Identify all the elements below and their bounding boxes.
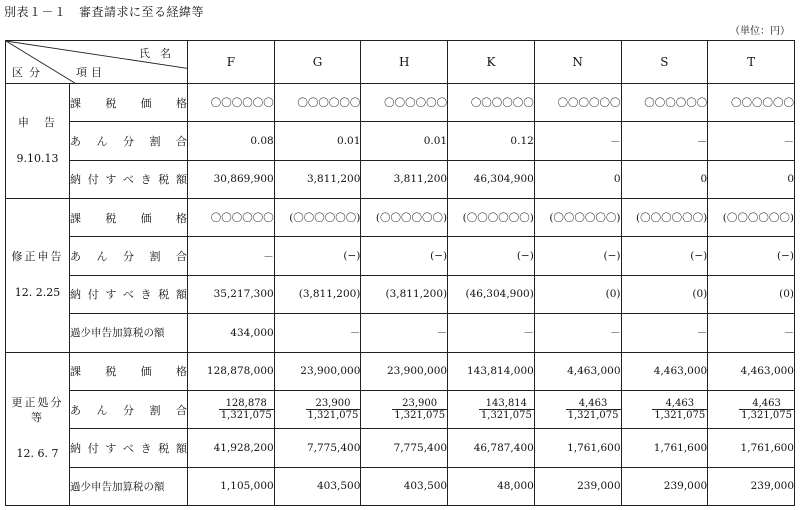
value-cell: 〇〇〇〇〇〇 <box>448 84 535 122</box>
value-cell <box>361 390 448 428</box>
item-label: 過少申告加算税の額 <box>70 327 165 340</box>
value-cell: (3,811,200) <box>274 275 361 313</box>
value-cell: 〇〇〇〇〇〇 <box>621 84 708 122</box>
item-label: 納付すべき税額 <box>70 288 187 302</box>
section-date: 12. 6. 7 <box>16 446 59 460</box>
table-row <box>6 352 795 390</box>
table-row <box>6 390 795 428</box>
value-cell: 143,814,000 <box>448 352 535 390</box>
item-label-cell <box>70 199 188 237</box>
item-label: 過少申告加算税の額 <box>70 480 165 493</box>
header-kubun-label: 区分 <box>12 66 46 79</box>
table-row <box>6 160 795 198</box>
value-cell: 〇〇〇〇〇〇 <box>188 199 275 237</box>
fraction-numerator: 143,814 <box>479 398 534 410</box>
value-cell: (−) <box>448 237 535 275</box>
value-cell: － <box>621 122 708 160</box>
value-cell: (〇〇〇〇〇〇) <box>621 199 708 237</box>
section-label: 更正処分等 <box>11 396 64 424</box>
value-cell: 1,761,600 <box>534 429 621 467</box>
value-cell: － <box>188 237 275 275</box>
person-header: F <box>188 41 275 84</box>
fraction-numerator: 4,463 <box>566 398 621 410</box>
fraction <box>392 398 447 421</box>
value-cell: 0 <box>534 160 621 198</box>
value-cell: 7,775,400 <box>361 429 448 467</box>
value-cell: 403,500 <box>274 467 361 505</box>
item-label: 課税価格 <box>70 211 187 225</box>
item-label: 課税価格 <box>70 365 187 379</box>
value-cell: (−) <box>274 237 361 275</box>
value-cell: 0.08 <box>188 122 275 160</box>
value-cell: － <box>534 122 621 160</box>
value-cell: 0 <box>708 160 795 198</box>
value-cell: 23,900,000 <box>361 352 448 390</box>
fraction <box>219 398 274 421</box>
value-cell: (〇〇〇〇〇〇) <box>448 199 535 237</box>
value-cell: 35,217,300 <box>188 275 275 313</box>
unit-note: （単位：円） <box>730 26 790 37</box>
value-cell: 128,878,000 <box>188 352 275 390</box>
value-cell: (−) <box>534 237 621 275</box>
table-row <box>6 84 795 122</box>
value-cell: (0) <box>708 275 795 313</box>
value-cell: 434,000 <box>188 314 275 352</box>
item-label: あん分割合 <box>70 135 187 149</box>
value-cell: 239,000 <box>621 467 708 505</box>
header-name-label: 氏名 <box>139 47 181 60</box>
value-cell: 〇〇〇〇〇〇 <box>274 84 361 122</box>
item-label-cell <box>70 314 188 352</box>
value-cell: 〇〇〇〇〇〇 <box>188 84 275 122</box>
value-cell: 0.12 <box>448 122 535 160</box>
item-label-cell <box>70 84 188 122</box>
value-cell: 1,105,000 <box>188 467 275 505</box>
fraction <box>566 398 621 421</box>
value-cell <box>621 390 708 428</box>
person-header: H <box>361 41 448 84</box>
value-cell <box>274 390 361 428</box>
fraction <box>306 398 361 421</box>
item-label-cell <box>70 237 188 275</box>
value-cell: 4,463,000 <box>708 352 795 390</box>
value-cell: 〇〇〇〇〇〇 <box>361 84 448 122</box>
value-cell: 3,811,200 <box>361 160 448 198</box>
item-label: あん分割合 <box>70 250 187 264</box>
value-cell: 23,900,000 <box>274 352 361 390</box>
fraction-numerator: 4,463 <box>652 398 707 410</box>
item-label-cell <box>70 122 188 160</box>
fraction-denominator: 1,321,075 <box>741 410 792 422</box>
section-date: 12. 2.25 <box>14 286 61 300</box>
item-label-cell <box>70 467 188 505</box>
fraction <box>739 398 794 421</box>
item-label-cell <box>70 275 188 313</box>
person-header: G <box>274 41 361 84</box>
value-cell: 0.01 <box>361 122 448 160</box>
person-header: K <box>448 41 535 84</box>
value-cell: (−) <box>361 237 448 275</box>
value-cell <box>188 390 275 428</box>
value-cell: 41,928,200 <box>188 429 275 467</box>
value-cell: － <box>274 314 361 352</box>
value-cell: 30,869,900 <box>188 160 275 198</box>
fraction-denominator: 1,321,075 <box>394 410 446 422</box>
item-label: 納付すべき税額 <box>70 173 187 187</box>
value-cell: 7,775,400 <box>274 429 361 467</box>
table-row <box>6 275 795 313</box>
person-header: T <box>708 41 795 84</box>
value-cell: 239,000 <box>534 467 621 505</box>
table-row <box>6 199 795 237</box>
fraction-denominator: 1,321,075 <box>654 410 706 422</box>
value-cell <box>708 390 795 428</box>
value-cell: 4,463,000 <box>534 352 621 390</box>
value-cell <box>534 390 621 428</box>
value-cell: 46,787,400 <box>448 429 535 467</box>
value-cell: 〇〇〇〇〇〇 <box>534 84 621 122</box>
value-cell: 403,500 <box>361 467 448 505</box>
value-cell: － <box>708 314 795 352</box>
value-cell: (0) <box>621 275 708 313</box>
section-label: 修正申告 <box>11 250 64 263</box>
page-title: 別表１－１ 審査請求に至る経緯等 <box>4 5 205 19</box>
section-cell <box>6 352 70 505</box>
item-label-cell <box>70 429 188 467</box>
value-cell: － <box>448 314 535 352</box>
value-cell: (〇〇〇〇〇〇) <box>361 199 448 237</box>
value-cell: － <box>621 314 708 352</box>
value-cell: (〇〇〇〇〇〇) <box>534 199 621 237</box>
person-header: S <box>621 41 708 84</box>
value-cell: － <box>708 122 795 160</box>
section-date: 9.10.13 <box>16 152 59 166</box>
section-cell <box>6 84 70 199</box>
fraction-denominator: 1,321,075 <box>220 410 272 422</box>
header-row <box>6 41 795 84</box>
value-cell: (3,811,200) <box>361 275 448 313</box>
item-label-cell <box>70 160 188 198</box>
item-label: 納付すべき税額 <box>70 441 187 455</box>
fraction <box>652 398 707 421</box>
value-cell: － <box>534 314 621 352</box>
item-label-cell <box>70 352 188 390</box>
value-cell: 〇〇〇〇〇〇 <box>708 84 795 122</box>
table-row <box>6 237 795 275</box>
header-corner-cell <box>6 41 188 84</box>
value-cell: 1,761,600 <box>708 429 795 467</box>
value-cell: (46,304,900) <box>448 275 535 313</box>
value-cell: 3,811,200 <box>274 160 361 198</box>
fraction-numerator: 4,463 <box>739 398 794 410</box>
value-cell: (−) <box>708 237 795 275</box>
table-row <box>6 467 795 505</box>
table-row <box>6 314 795 352</box>
section-label: 申 告 <box>18 115 57 129</box>
section-cell <box>6 199 70 352</box>
fraction-denominator: 1,321,075 <box>480 410 532 422</box>
value-cell: (0) <box>534 275 621 313</box>
item-label-cell <box>70 390 188 428</box>
fraction-denominator: 1,321,075 <box>307 410 359 422</box>
table-row <box>6 122 795 160</box>
fraction-numerator: 23,900 <box>306 398 361 410</box>
appeal-history-table <box>5 40 795 506</box>
fraction <box>479 398 534 421</box>
value-cell: (−) <box>621 237 708 275</box>
fraction-denominator: 1,321,075 <box>567 410 619 422</box>
value-cell: 0 <box>621 160 708 198</box>
value-cell <box>448 390 535 428</box>
value-cell: 0.01 <box>274 122 361 160</box>
table-row <box>6 429 795 467</box>
value-cell: 48,000 <box>448 467 535 505</box>
person-header: N <box>534 41 621 84</box>
value-cell: 239,000 <box>708 467 795 505</box>
value-cell: (〇〇〇〇〇〇) <box>708 199 795 237</box>
item-label: あん分割合 <box>70 403 187 417</box>
value-cell: － <box>361 314 448 352</box>
value-cell: 46,304,900 <box>448 160 535 198</box>
fraction-numerator: 23,900 <box>392 398 447 410</box>
value-cell: (〇〇〇〇〇〇) <box>274 199 361 237</box>
value-cell: 4,463,000 <box>621 352 708 390</box>
value-cell: 1,761,600 <box>621 429 708 467</box>
fraction-numerator: 128,878 <box>219 398 274 410</box>
header-item-label: 項目 <box>76 66 106 79</box>
item-label: 課税価格 <box>70 96 187 110</box>
